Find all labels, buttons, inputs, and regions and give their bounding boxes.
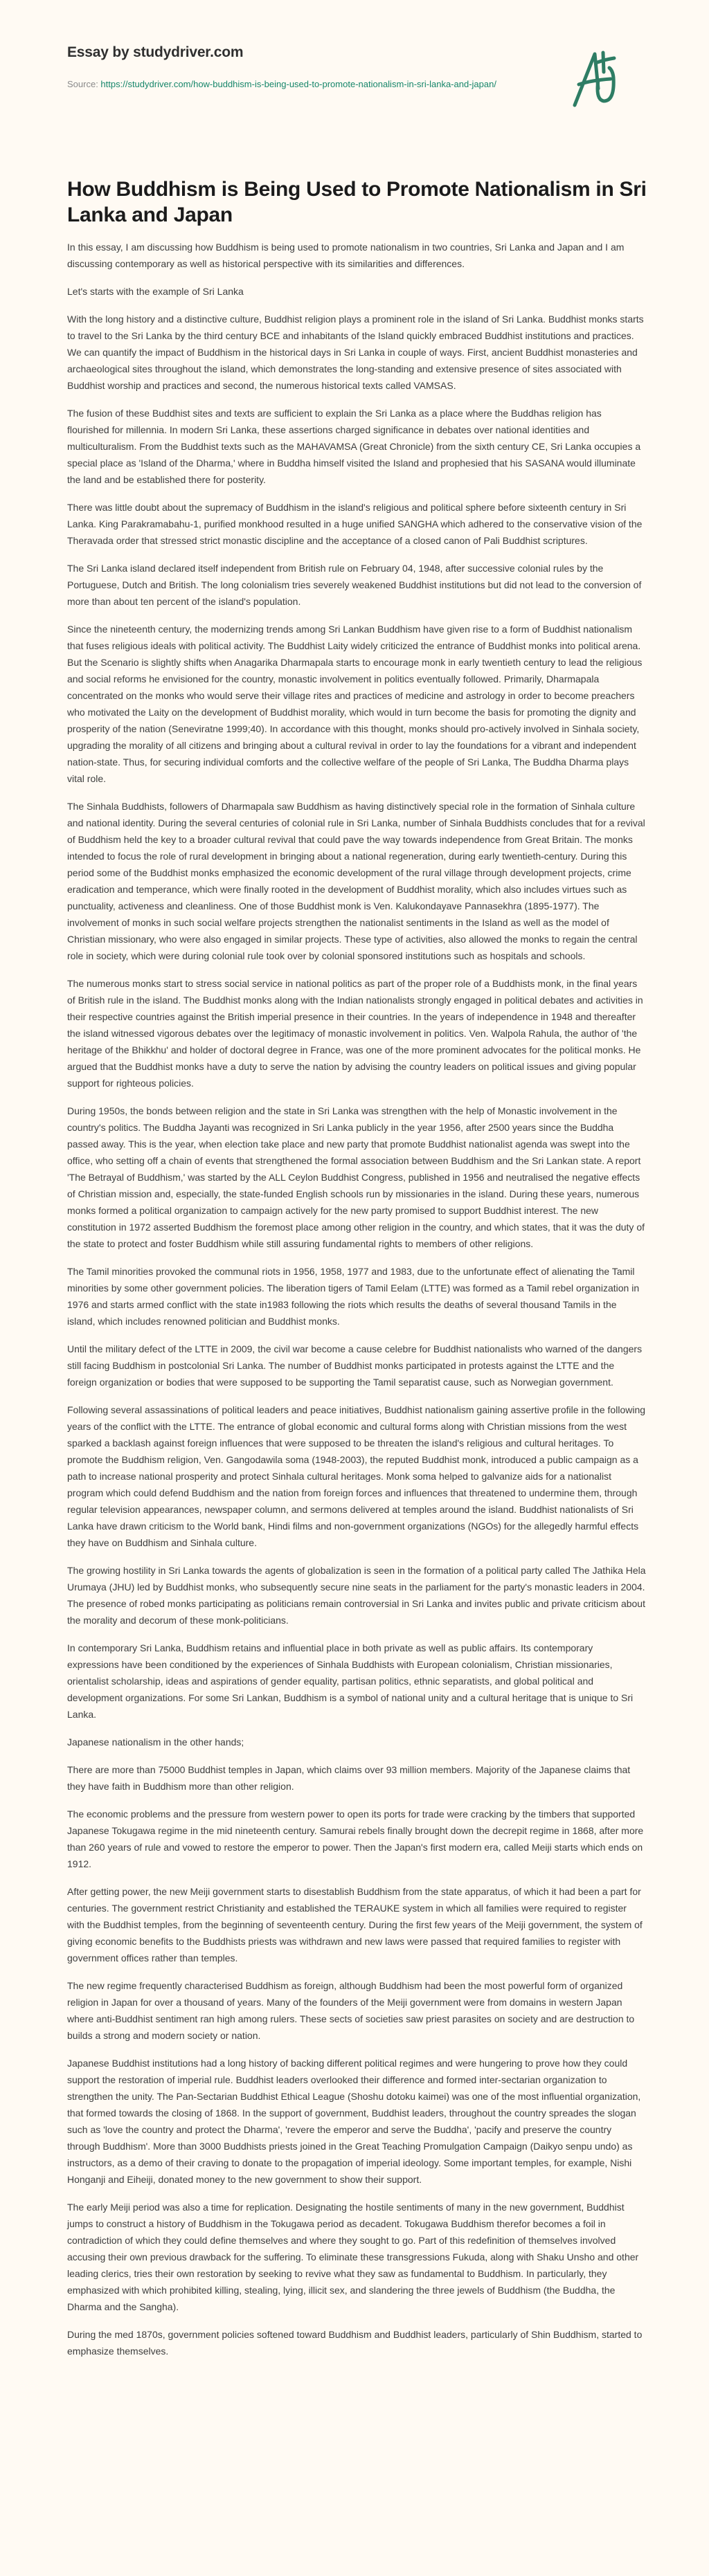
paragraph: Until the military defect of the LTTE in 2009, the civil war become a cause celebre for Buddhist nationalists who warned of the dangers still facing Buddhism in postcolonial Sri Lanka. The number of Buddhist monks participated in protests against the LTTE and the foreign organization or bodies that were supposed to be supporting the Tamil separatist cause, such as Norwegian government. <box>67 1343 643 1388</box>
paragraph: Japanese Buddhist institutions had a long history of backing different political regimes and were hungering to prove how they could support the restoration of imperial rule. Buddhist leaders overlooked their difference and formed inter-sectarian organization to strengthen the unity. The Pan-Sectarian Buddhist Ethical League (Shoshu dotoku kaimei) was one of the most influential organization, that formed towards the closing of 1868. In the support of government, Buddhist leaders, throughout the country spreades the slogan such as 'love the country and protect the Dharma', 'revere the emperor and serve the Buddha', 'pacify and preserve the country through Buddhism'. More than 3000 Buddhists priests joined in the Great Teaching Promulgation Campaign (Daikyo senpu undo) as instructors, as a demo of their craving to donate to the propagation of imperial ideology. Some important temples, for example, Nishi Honganji and Eiheiji, donated money to the new government to show their support. <box>67 2058 641 2185</box>
paragraph: The Tamil minorities provoked the communal riots in 1956, 1958, 1977 and 1983, due to the unfortunate effect of alienating the Tamil minorities by some other government policies. The liberation tigers of Tamil Eelam (LTTE) was formed as a Tamil rebel organization in 1976 and starts armed conflict with the state in1983 following the riots which results the deaths of several thousand Tamils in the island, which includes renowned politician and Buddhist monks. <box>67 1266 640 1327</box>
paragraph: The numerous monks start to stress social service in national politics as part of the proper role of a Buddhists monk, in the final years of British rule in the island. The Buddhist monks along with the Indian nationalists strongly engaged in political debates and activities in their respective countries against the British imperial presence in their countries. In the years of independence in 1948 and thereafter the island witnessed vigorous debates over the legitimacy of monastic involvement in politics. Ven. Walpola Rahula, the author of 'the heritage of the Bhikkhu' and holder of doctoral degree in France, was one of the more prominent advocates for the political monks. He argued that the Buddhist monks have a duty to serve the nation by advising the country leaders on political issues and giving popular support for righteous policies. <box>67 978 643 1089</box>
a-plus-grade-icon <box>572 46 616 115</box>
site-header <box>67 0 644 125</box>
site-brand: Essay by studydriver.com <box>67 44 244 60</box>
paragraph: The early Meiji period was also a time for replication. Designating the hostile sentiments of many in the new government, Buddhist jumps to construct a history of Buddhism in the Tokugawa period as decadent. Tokugawa Buddhism therefor becomes a foil in contradiction of which they could define themselves and where they sought to go. Part of this redefinition of themselves involved accusing their own previous drawback for the suffering. To eliminate these transgressions Fukuda, along with Shaku Unsho and other leading clerics, tries their own restoration by seeking to revive what they saw as fundamental to Buddhism. In particularly, they emphasized with which prohibited killing, stealing, lying, illicit sex, and slandering the three jewels of Buddhism (the Buddha, the Dharma and the Sangha). <box>67 2202 639 2312</box>
paragraph: Since the nineteenth century, the modernizing trends among Sri Lankan Buddhism have given rise to a form of Buddhist nationalism that fuses religious ideals with political activity. The Buddhist Laity widely criticized the entrance of Buddhist monks into political arena. But the Scenario is slightly shifts when Anagarika Dharmapala starts to encourage monk in early twentieth century to lead the religious and social reforms he envisioned for the country, monastic involvement in politics eventually followed. Primarily, Dharmapala concentrated on the monks who would serve their village rites and practices of medicine and astrology in order to become preachers who motivated the Laity on the development of Buddhist morality, which would in turn become the basis for promoting the dignity and prosperity of the nation (Seneviratne 1999;40). In accordance with this thought, monks should pro-actively involved in Sinhala society, upgrading the morality of all citizens and bringing about a cultural revival in order to lay the foundations for a vibrant and independent nation-state. Thus, for securing individual comforts and the collective welfare of the people of Sri Lanka, The Buddha Dharma plays vital role. <box>67 624 643 784</box>
source-label: Source: <box>67 79 101 89</box>
paragraph: There are more than 75000 Buddhist temples in Japan, which claims over 93 million members. Majority of the Japanese claims that they have faith in Buddhism more than other religion. <box>67 1764 631 1792</box>
paragraph: The Sri Lanka island declared itself independent from British rule on February 04, 1948, after successive colonial rules by the Portuguese, Dutch and British. The long colonialism tries severely weakened Buddhist institutions but did not lead to the conversion of more than about ten percent of the island's population. <box>67 563 642 607</box>
paragraph: During the med 1870s, government policies softened toward Buddhism and Buddhist leaders, particularly of Shin Buddhism, started to emphasize themselves. <box>67 2329 643 2357</box>
essay-title: How Buddhism is Being Used to Promote Nationalism in Sri Lanka and Japan <box>67 178 647 226</box>
paragraph: The economic problems and the pressure from western power to open its ports for trade were cracking by the timbers that supported Japanese Tokugawa regime in the mid nineteenth century. Samurai rebels finally brought down the decrepit regime in 1868, after more than 260 years of rule and vowed to restore the emperor to power. Then the Japan's first modern era, called Meiji starts which ends on 1912. <box>67 1808 644 1869</box>
paragraph: The growing hostility in Sri Lanka towards the agents of globalization is seen in the formation of a political party called The Jathika Hela Urumaya (JHU) led by Buddhist monks, who subsequently secure nine seats in the parliament for the party's monastic leaders in 2004. The presence of robed monks participating as politicians remain controversial in Sri Lanka and invites public and private criticism about the morality and decorum of these monk-politicians. <box>67 1565 646 1626</box>
paragraph: Japanese nationalism in the other hands; <box>67 1736 244 1748</box>
paragraph: After getting power, the new Meiji government starts to disestablish Buddhism from the state apparatus, of which it had been a part for centuries. The government restrict Christianity and established the TERAUKE system in which all families were required to register with the Buddhist temples, from the beginning of seventeenth century. During the first few years of the Meiji government, the system of giving economic benefits to the Buddhists priests was withdrawn and new laws were passed that required families to register with government offices rather than temples. <box>67 1886 643 1963</box>
paragraph: Let's starts with the example of Sri Lanka <box>67 286 244 297</box>
paragraph: The new regime frequently characterised Buddhism as foreign, although Buddhism had been the most powerful form of organized religion in Japan for over a thousand of years. Many of the founders of the Meiji government were from domains in western Japan where anti-Buddhist sentiment ran high among rulers. These sects of societies saw priest parasites on society and are destruction to builds a strong and modern society or nation. <box>67 1980 635 2041</box>
paragraph: During 1950s, the bonds between religion and the state in Sri Lanka was strengthen with the help of Monastic involvement in the country's politics. The Buddha Jayanti was recognized in Sri Lanka publicly in the year 1956, after 2500 years since the Buddha passed away. This is the year, when election take place and new party that promote Buddhist nationalist agenda was swept into the office, who setting off a chain of events that strengthened the formal association between Buddhism and the Sri Lankan state. A report 'The Betrayal of Buddhism,' was started by the ALL Ceylon Buddhist Congress, published in 1956 and neutralised the negative effects of Christian mission and, especially, the state-funded English schools run by missionaries in the island. During these years, numerous monks formed a political organization to campaign actively for the new party promised to support Buddhist interest. The new constitution in 1972 asserted Buddhism the foremost place among other religion in the country, and which states, that it was the duty of the state to protect and foster Buddhism while still assuring fundamental rights to members of other religions. <box>67 1105 645 1249</box>
source-link[interactable]: https://studydriver.com/how-buddhism-is-being-used-to-promote-nationalism-in-sri-lanka-and-japan/ <box>100 79 496 89</box>
paragraph: There was little doubt about the supremacy of Buddhism in the island's religious and political sphere before sixteenth century in Sri Lanka. King Parakramabahu-1, purified monkhood resulted in a huge unified SANGHA which adhered to the conservative vision of the Theravada order that stressed strict monastic discipline and the acceptance of a closed canon of Pali Buddhist scriptures. <box>67 502 643 546</box>
essay-body <box>67 239 646 2359</box>
paragraph: The Sinhala Buddhists, followers of Dharmapala saw Buddhism as having distinctively special role in the formation of Sinhala culture and national identity. During the several centuries of colonial rule in Sri Lanka, number of Sinhala Buddhists concludes that for a revival of Buddhism held the key to a broader cultural revival that could pave the way towards independence from Great Britain. The monks intended to focus the role of rural development in bringing about a national regeneration, during early twentieth-century. During this period some of the Buddhist monks emphasized the economic development of the rural village through development projects, crime eradication and temperance, which were finally rooted in the development of Buddhist morality, which also includes virtues such as punctuality, activeness and cleanliness. One of those Buddhist monk is Ven. Kalukondayave Pannasekhra (1895-1977). The involvement of monks in such social welfare projects strengthen the nationalist sentiments in the Island as well as the model of Christian missionary, who were also engaged in similar projects. These type of activities, also allowed the monks to regain the central role in society, which were during colonial rule took over by colonial sponsored institutions such as hospitals and schools. <box>67 801 645 961</box>
source-line <box>67 75 524 93</box>
paragraph: In this essay, I am discussing how Buddhism is being used to promote nationalism in two countries, Sri Lanka and Japan and I am discussing contemporary as well as historical perspective with its similarities and differences. <box>67 242 625 269</box>
paragraph: The fusion of these Buddhist sites and texts are sufficient to explain the Sri Lanka as a place where the Buddhas religion has flourished for millennia. In modern Sri Lanka, these assertions charged significance in debates over national identities and multiculturalism. From the Buddhist texts such as the MAHAVAMSA (Great Chronicle) from the sixth century CE, Sri Lanka occupies a special place as 'Island of the Dharma,' where in Buddha himself visited the Island and prophesied that his SASANA would illuminate the land and be established there for posterity. <box>67 408 641 485</box>
paragraph: In contemporary Sri Lanka, Buddhism retains and influential place in both private as well as public affairs. Its contemporary expressions have been conditioned by the experiences of Sinhala Buddhists with European colonialism, Christian missionaries, orientalist scholarship, ideas and aspirations of gender equality, partisan politics, ethnic separatists, and global political and development organizations. For some Sri Lankan, Buddhism is a symbol of national unity and a cultural heritage that is unique to Sri Lanka. <box>67 1642 634 1720</box>
paragraph: With the long history and a distinctive culture, Buddhist religion plays a prominent role in the island of Sri Lanka. Buddhist monks starts to travel to the Sri Lanka by the third century BCE and inhabitants of the Island quickly embraced Buddhist institutions and practices. We can quantify the impact of Buddhism in the historical days in Sri Lanka in couple of ways. First, ancient Buddhist monasteries and archaeological sites throughout the island, which demonstrates the long-standing and extensive presence of sites associated with Buddhist worship and practices and second, the numerous historical texts called VAMSAS. <box>67 314 644 391</box>
paragraph: Following several assassinations of political leaders and peace initiatives, Buddhist nationalism gaining assertive profile in the following years of the conflict with the LTTE. The entrance of global economic and cultural forms along with Christian missions from the west sparked a backlash against foreign influences that were supposed to be threaten the island's religious and cultural heritages. To promote the Buddhism religion, Ven. Gangodawila soma (1948-2003), the reputed Buddhist monk, introduced a public campaign as a path to increase national prosperity and protect Sinhala cultural heritages. Monk soma helped to galvanize aids for a nationalist program which could defend Buddhism and the nation from foreign forces and influences that threatened to undermine them, through regular television appearances, newspaper column, and sermons delivered at temples around the island. Buddhist nationalists of Sri Lanka have drawn criticism to the World bank, Hindi films and non-government organizations (NGOs) for the allegedly harmful effects they have on Buddhism and Sinhala culture. <box>67 1404 646 1548</box>
